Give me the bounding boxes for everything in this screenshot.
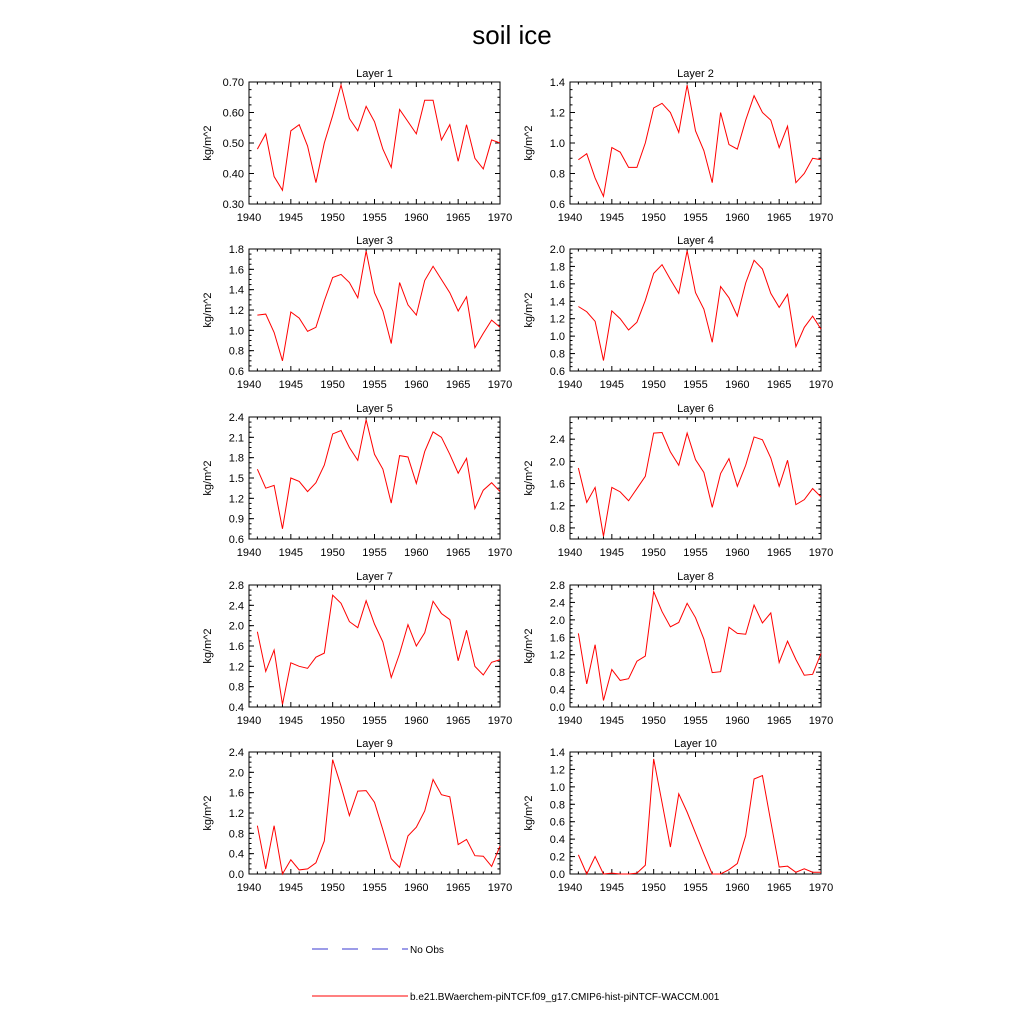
plot-frame (570, 585, 821, 707)
x-tick-label: 1955 (683, 547, 708, 559)
panel-title: Layer 2 (677, 68, 714, 80)
y-tick-label: 0.8 (549, 522, 565, 535)
series-line-layer-9 (257, 760, 500, 874)
y-tick-label: 0.9 (228, 513, 244, 526)
legend (312, 945, 720, 1003)
y-tick-label: 0.70 (222, 77, 244, 89)
x-tick-label: 1965 (766, 715, 792, 727)
x-tick-label: 1965 (445, 379, 471, 391)
x-tick-label: 1955 (362, 379, 387, 391)
y-tick-label: 2.0 (228, 620, 244, 633)
y-tick-label: 1.2 (549, 764, 565, 777)
y-tick-label: 1.5 (228, 473, 244, 485)
panel-title: Layer 5 (356, 403, 393, 415)
x-tick-label: 1955 (362, 212, 387, 224)
x-tick-label: 1945 (278, 379, 304, 391)
series-line-layer-2 (578, 85, 821, 196)
x-tick-label: 1970 (487, 547, 513, 559)
y-tick-label: 1.6 (549, 478, 565, 491)
x-tick-label: 1940 (236, 212, 262, 224)
plot-frame (570, 249, 821, 371)
x-tick-label: 1940 (557, 715, 583, 727)
x-tick-label: 1950 (320, 547, 345, 559)
x-tick-label: 1965 (445, 547, 471, 559)
x-tick-label: 1965 (766, 212, 792, 224)
x-tick-label: 1950 (641, 882, 666, 894)
y-tick-label: 2.4 (228, 747, 244, 759)
y-tick-label: 1.8 (228, 244, 244, 256)
y-tick-label: 1.2 (228, 808, 244, 820)
y-tick-label: 1.4 (228, 284, 244, 297)
y-tick-label: 0.0 (549, 702, 565, 714)
x-tick-label: 1940 (557, 882, 583, 894)
x-tick-label: 1950 (641, 212, 666, 224)
y-tick-label: 2.1 (228, 432, 244, 445)
y-tick-label: 1.2 (228, 661, 244, 674)
panel-layer-3 (202, 235, 512, 391)
x-tick-label: 1965 (445, 715, 471, 727)
y-tick-label: 0.8 (549, 348, 565, 361)
y-tick-label: 0.40 (222, 168, 244, 181)
series-line-layer-4 (578, 251, 821, 361)
panel-layer-2 (523, 68, 833, 224)
x-tick-label: 1960 (725, 882, 750, 894)
plot-frame (249, 417, 500, 539)
y-tick-label: 1.6 (228, 641, 244, 653)
x-tick-label: 1960 (404, 882, 429, 894)
y-tick-label: 0.4 (549, 834, 565, 847)
series-line-layer-6 (578, 433, 821, 537)
plot-frame (570, 82, 821, 204)
series-line-layer-3 (257, 251, 500, 361)
plot-frame (249, 752, 500, 874)
x-tick-label: 1940 (236, 547, 262, 559)
panel-layer-6 (523, 403, 833, 559)
y-tick-label: 1.8 (228, 452, 244, 465)
y-tick-label: 0.8 (549, 799, 565, 812)
panel-layer-7 (202, 571, 512, 727)
y-axis-label: kg/m^2 (202, 795, 214, 831)
x-tick-label: 1965 (766, 882, 792, 894)
y-tick-label: 2.0 (549, 456, 565, 469)
panel-title: Layer 4 (677, 235, 714, 247)
y-tick-label: 1.0 (549, 138, 565, 150)
x-tick-label: 1950 (641, 547, 666, 559)
x-tick-label: 1970 (487, 882, 513, 894)
x-tick-label: 1970 (808, 212, 834, 224)
panel-title: Layer 6 (677, 403, 714, 415)
y-tick-label: 0.6 (549, 199, 565, 211)
x-tick-label: 1970 (808, 715, 834, 727)
legend-model-label: b.e21.BWaerchem-piNTCF.f09_g17.CMIP6-hist-piNTCF-WACCM.001 (410, 992, 720, 1003)
y-tick-label: 2.4 (549, 434, 565, 447)
x-tick-label: 1950 (641, 715, 666, 727)
y-tick-label: 1.4 (549, 77, 565, 89)
y-axis-label: kg/m^2 (523, 460, 535, 496)
x-tick-label: 1945 (278, 882, 304, 894)
panel-title: Layer 9 (356, 738, 393, 750)
y-tick-label: 2.0 (549, 244, 565, 256)
y-tick-label: 1.8 (549, 261, 565, 274)
y-tick-label: 0.6 (228, 534, 244, 546)
figure-title: soil ice (472, 20, 552, 50)
panel-layer-10 (523, 738, 833, 894)
x-tick-label: 1940 (557, 379, 583, 391)
y-tick-label: 0.50 (222, 138, 244, 150)
y-tick-label: 0.6 (228, 366, 244, 378)
y-tick-label: 1.4 (549, 296, 565, 309)
panel-title: Layer 7 (356, 571, 393, 583)
x-tick-label: 1940 (557, 547, 583, 559)
x-tick-label: 1960 (725, 547, 750, 559)
panel-layer-8 (523, 571, 833, 727)
y-axis-label: kg/m^2 (523, 628, 535, 664)
y-axis-label: kg/m^2 (523, 795, 535, 831)
y-tick-label: 0.6 (549, 816, 565, 829)
y-tick-label: 1.2 (549, 649, 565, 662)
x-tick-label: 1970 (487, 212, 513, 224)
y-tick-label: 2.4 (549, 597, 565, 610)
x-tick-label: 1945 (278, 547, 304, 559)
x-tick-label: 1955 (362, 882, 387, 894)
x-tick-label: 1945 (599, 715, 625, 727)
panel-title: Layer 1 (356, 68, 393, 80)
y-tick-label: 2.4 (228, 412, 244, 424)
x-tick-label: 1950 (320, 212, 345, 224)
x-tick-label: 1940 (557, 212, 583, 224)
y-axis-label: kg/m^2 (202, 460, 214, 496)
y-tick-label: 1.0 (549, 331, 565, 344)
y-tick-label: 1.6 (549, 632, 565, 645)
y-tick-label: 0.8 (549, 667, 565, 680)
y-tick-label: 0.2 (549, 851, 565, 864)
x-tick-label: 1970 (808, 379, 834, 391)
plot-frame (570, 752, 821, 874)
y-tick-label: 2.0 (228, 767, 244, 780)
y-tick-label: 0.0 (549, 869, 565, 881)
x-tick-label: 1950 (320, 379, 345, 391)
y-tick-label: 0.8 (228, 828, 244, 841)
x-tick-label: 1970 (487, 379, 513, 391)
y-tick-label: 1.0 (228, 325, 244, 338)
x-tick-label: 1940 (236, 715, 262, 727)
series-line-layer-10 (578, 759, 821, 874)
y-tick-label: 0.8 (549, 168, 565, 181)
x-tick-label: 1970 (487, 715, 513, 727)
panel-layer-9 (202, 738, 512, 894)
y-tick-label: 1.2 (549, 107, 565, 120)
x-tick-label: 1965 (445, 882, 471, 894)
y-tick-label: 1.2 (549, 313, 565, 326)
y-tick-label: 0.60 (222, 107, 244, 120)
panel-title: Layer 3 (356, 235, 393, 247)
y-tick-label: 1.6 (549, 278, 565, 291)
x-tick-label: 1945 (278, 715, 304, 727)
x-tick-label: 1960 (725, 212, 750, 224)
y-tick-label: 2.8 (549, 580, 565, 592)
y-axis-label: kg/m^2 (202, 292, 214, 328)
x-tick-label: 1965 (445, 212, 471, 224)
x-tick-label: 1955 (362, 547, 387, 559)
y-tick-label: 0.6 (549, 366, 565, 378)
x-tick-label: 1955 (683, 212, 708, 224)
x-tick-label: 1970 (808, 547, 834, 559)
y-tick-label: 0.8 (228, 345, 244, 358)
y-tick-label: 2.8 (228, 580, 244, 592)
y-tick-label: 0.0 (228, 869, 244, 881)
x-tick-label: 1955 (683, 715, 708, 727)
x-tick-label: 1950 (641, 379, 666, 391)
y-tick-label: 2.0 (549, 614, 565, 627)
x-tick-label: 1945 (599, 882, 625, 894)
panels (202, 68, 833, 894)
y-tick-label: 1.4 (549, 747, 565, 759)
y-tick-label: 0.4 (549, 684, 565, 697)
x-tick-label: 1945 (599, 212, 625, 224)
series-line-layer-5 (257, 420, 500, 529)
x-tick-label: 1955 (362, 715, 387, 727)
y-tick-label: 1.6 (228, 264, 244, 277)
y-tick-label: 1.2 (228, 493, 244, 506)
x-tick-label: 1955 (683, 379, 708, 391)
y-tick-label: 1.2 (549, 500, 565, 513)
x-tick-label: 1960 (404, 547, 429, 559)
y-tick-label: 0.8 (228, 681, 244, 694)
x-tick-label: 1960 (404, 379, 429, 391)
panel-layer-1 (202, 68, 512, 224)
x-tick-label: 1960 (404, 212, 429, 224)
y-tick-label: 1.6 (228, 787, 244, 800)
x-tick-label: 1940 (236, 882, 262, 894)
y-tick-label: 0.4 (228, 702, 244, 714)
x-tick-label: 1950 (320, 715, 345, 727)
y-tick-label: 2.4 (228, 600, 244, 613)
y-axis-label: kg/m^2 (523, 292, 535, 328)
panel-layer-4 (523, 235, 833, 391)
series-line-layer-8 (578, 592, 821, 701)
plot-frame (249, 249, 500, 371)
y-axis-label: kg/m^2 (202, 125, 214, 161)
x-tick-label: 1945 (599, 379, 625, 391)
y-tick-label: 1.0 (549, 781, 565, 794)
legend-no-obs-label: No Obs (410, 945, 444, 956)
x-tick-label: 1960 (725, 715, 750, 727)
x-tick-label: 1965 (766, 547, 792, 559)
y-axis-label: kg/m^2 (523, 125, 535, 161)
y-tick-label: 0.30 (222, 199, 244, 211)
series-line-layer-1 (257, 85, 500, 190)
series-line-layer-7 (257, 595, 500, 704)
x-tick-label: 1965 (766, 379, 792, 391)
x-tick-label: 1960 (404, 715, 429, 727)
panel-layer-5 (202, 403, 512, 559)
x-tick-label: 1970 (808, 882, 834, 894)
y-tick-label: 1.2 (228, 305, 244, 317)
y-tick-label: 0.4 (228, 848, 244, 861)
panel-title: Layer 10 (674, 738, 717, 750)
x-tick-label: 1940 (236, 379, 262, 391)
x-tick-label: 1960 (725, 379, 750, 391)
x-tick-label: 1950 (320, 882, 345, 894)
x-tick-label: 1945 (278, 212, 304, 224)
plot-frame (570, 417, 821, 539)
panel-title: Layer 8 (677, 571, 714, 583)
y-axis-label: kg/m^2 (202, 628, 214, 664)
x-tick-label: 1955 (683, 882, 708, 894)
x-tick-label: 1945 (599, 547, 625, 559)
